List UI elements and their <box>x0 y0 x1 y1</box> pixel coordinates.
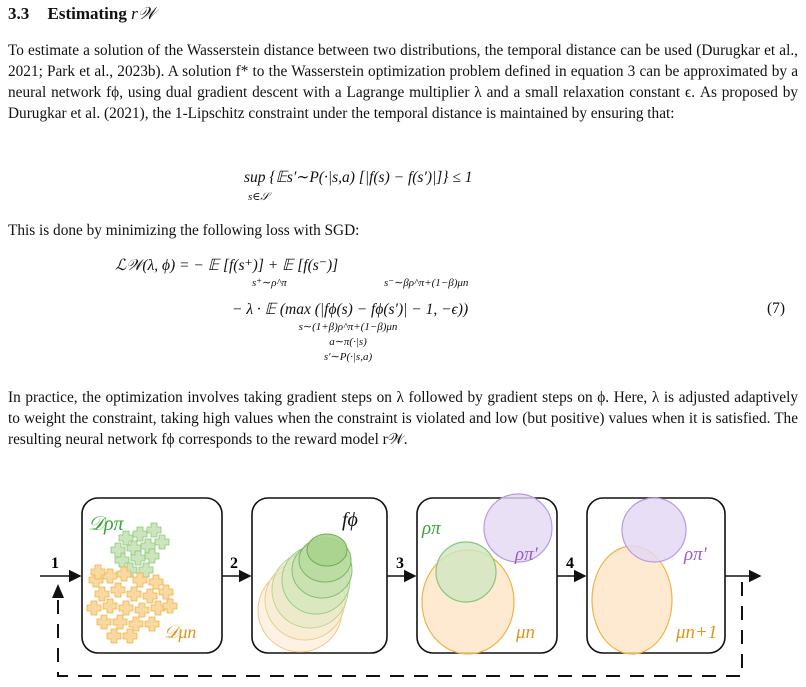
loss-equation-line2-subscript <box>268 320 428 365</box>
subscript-line: s′∼P(·|s,a) <box>323 351 373 363</box>
panel-3-label-rho-prime: ρπ′ <box>515 544 538 565</box>
rho-pi-prime-circle-4 <box>622 498 686 562</box>
subscript-line: a∼π(·|s) <box>329 336 367 348</box>
section-number: 3.3 <box>8 4 30 23</box>
equation-number: (7) <box>767 300 786 317</box>
step-label-1: 1 <box>51 555 59 572</box>
panel-1-label-bottom: 𝒟μn <box>164 622 197 642</box>
panel-4-label-mu: μn+1 <box>676 622 718 643</box>
paragraph-practice: In practice, the optimization involves taking gradient steps on λ followed by gradient steps on ϕ. Here, λ is adjusted adaptively to weight the constraint, taking high values when the constraint is violated and low (but positive) values when it is satisfied. The resulting neural network fϕ corresponds to the reward model r𝒲. <box>8 389 798 448</box>
rho-pi-circle <box>436 542 496 602</box>
mu-n-plus-1-ellipse <box>592 546 672 654</box>
paragraph-loss-intro: This is done by minimizing the following loss with SGD: <box>8 222 360 239</box>
paragraph-intro: To estimate a solution of the Wasserstein distance between two distributions, the temporal distance can be used (Durugkar et al., 2021; Park et al., 2023b). A solution f* to the Wasserstein optimization problem defined in equation 3 can be approximated by a neural network fϕ, using dual gradient descent with a Lagrange multiplier λ and a small relaxation constant ϵ. As proposed by Durugkar et al. (2021), the 1-Lipschitz constraint under the temporal distance is maintained by ensuring that: <box>8 42 798 122</box>
panel-3-label-mu: μn <box>516 622 536 643</box>
panel-3-label-rho: ρπ <box>422 518 441 539</box>
loss-equation-line2: − λ · 𝔼 (max (|fϕ(s) − fϕ(s′)| − 1, −ϵ)) <box>232 301 469 318</box>
panel-2-label: fϕ <box>342 509 358 531</box>
section-title: Estimating <box>47 4 127 23</box>
panel-4-label-rho-prime: ρπ′ <box>684 544 707 565</box>
section-title-variable: r𝒲 <box>131 4 156 23</box>
loss-equation-line1-subscript1: s⁺∼ρ^π <box>252 277 287 289</box>
step-label-3: 3 <box>396 555 404 572</box>
feedback-arrow-head <box>52 584 64 598</box>
step-label-4: 4 <box>566 555 574 572</box>
loss-equation-line1-subscript2: s⁻∼βρ^π+(1−β)μn <box>384 277 469 289</box>
step-label-2: 2 <box>230 555 238 572</box>
method-figure <box>0 490 806 687</box>
loss-equation-line1: ℒ𝒲(λ, ϕ) = − 𝔼 [f(s⁺)] + 𝔼 [f(s⁻)] <box>115 257 339 274</box>
constraint-equation: sup {𝔼s′∼P(·|s,a) [|f(s) − f(s′)|]} ≤ 1 <box>244 169 473 186</box>
subscript-line: s∼(1+β)ρ^π+(1−β)μn <box>298 321 398 333</box>
constraint-equation-subscript: s∈𝒮 <box>248 191 269 203</box>
section-heading <box>8 4 156 24</box>
panel-1-label-top: 𝒟ρπ <box>88 513 124 535</box>
